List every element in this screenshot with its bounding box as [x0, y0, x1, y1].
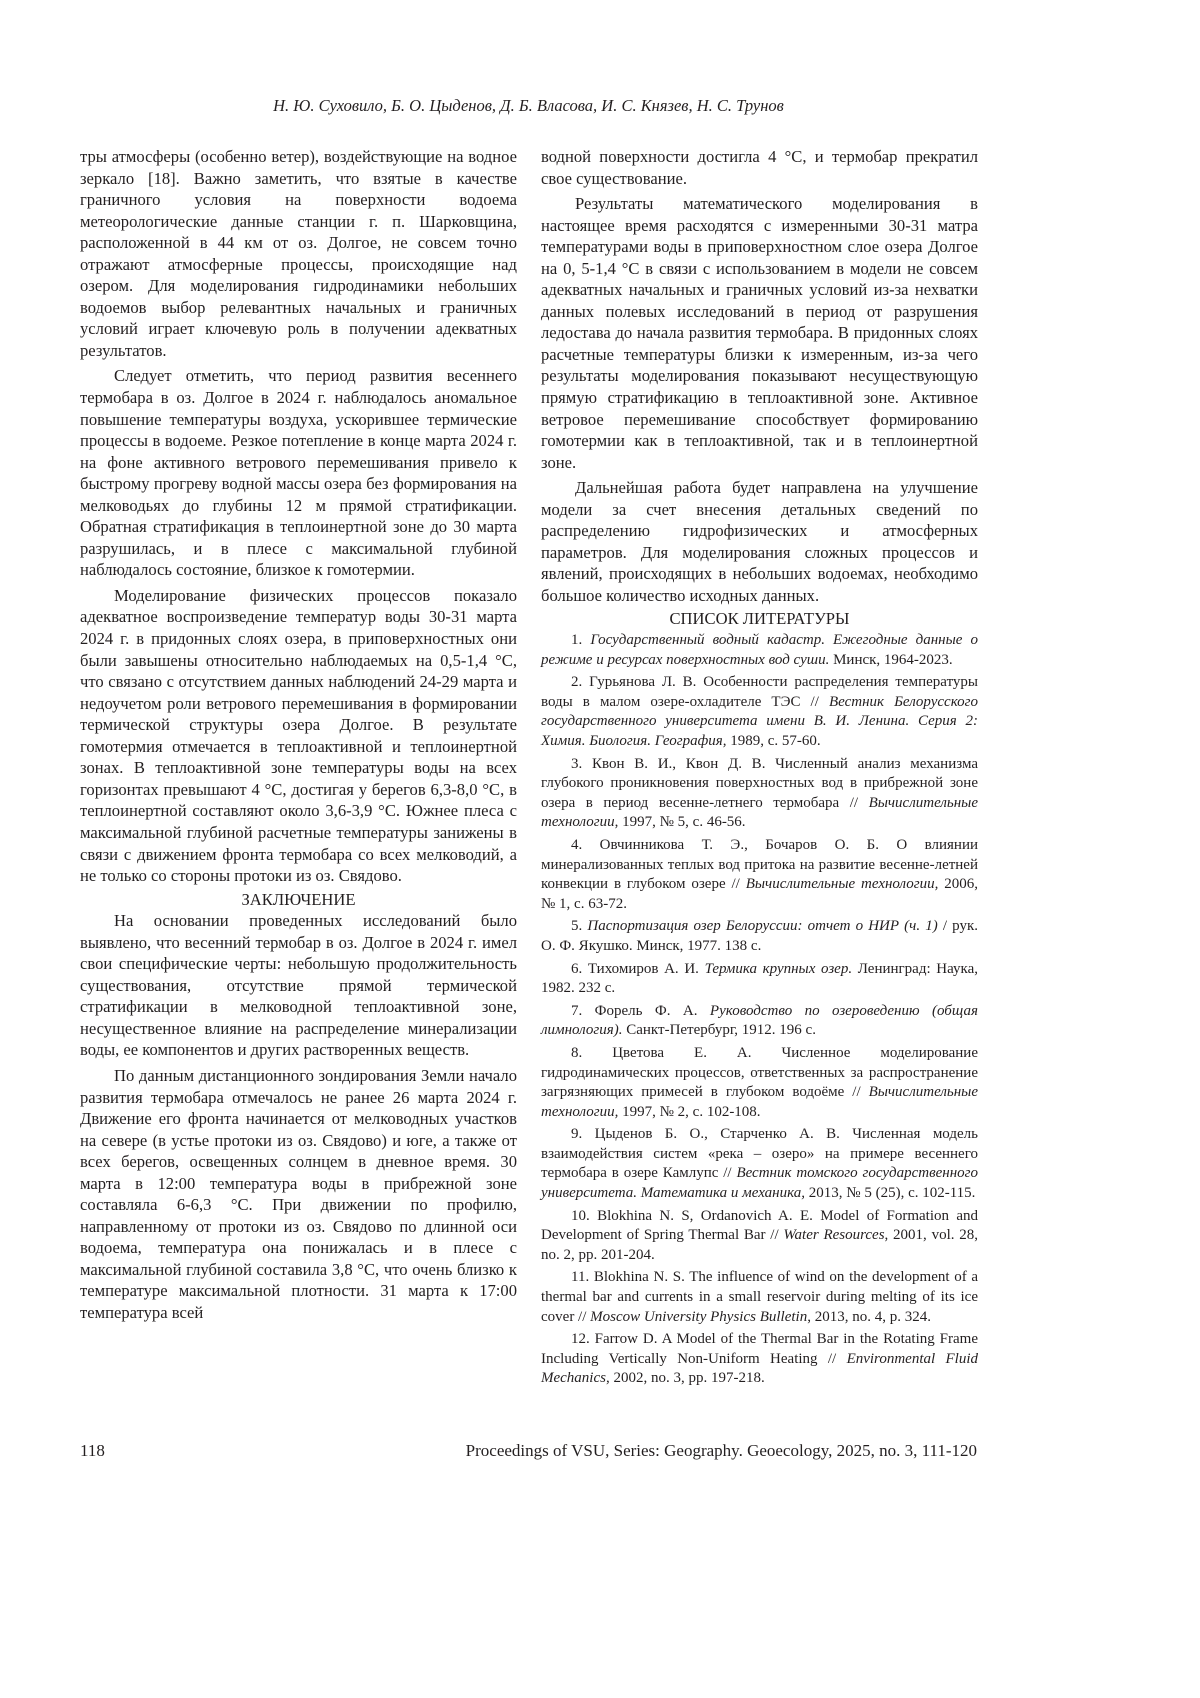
reference-source-title: Water Resources	[783, 1227, 885, 1244]
paragraph: водной поверхности достигла 4 °С, и термобар прекратил свое существование.	[541, 147, 978, 188]
reference-source-title: Вычислительные технологии,	[745, 876, 939, 893]
section-heading-conclusion: ЗАКЛЮЧЕНИЕ	[241, 889, 356, 909]
reference-text: 1.	[571, 632, 591, 649]
reference-source-title: Moscow University Physics Bulletin	[590, 1308, 808, 1325]
reference-item	[541, 1268, 978, 1327]
reference-text: 2013, № 5 (25), с. 102-115.	[805, 1185, 976, 1202]
reference-text: 6. Тихомиров А. И.	[571, 960, 705, 977]
reference-text: 9. Цыденов Б. О., Старченко А. В. Численная модель взаимодействия систем «река – озеро» на примере весеннего термобара в озере Камлупс //	[541, 1126, 978, 1182]
reference-text: 2006, № 1, с. 63-72.	[541, 876, 979, 912]
reference-source-title: Государственный водный кадастр. Ежегодные данные о режиме и ресурсах поверхностных вод суши.	[541, 632, 979, 668]
reference-item	[541, 1002, 978, 1041]
reference-source-title: Руководство по озероведению (общая лимнология).	[541, 1002, 978, 1039]
reference-item	[541, 1207, 978, 1266]
reference-text: , 2001, vol. 28, no. 2, pp. 201-204.	[541, 1227, 978, 1263]
paragraph: Следует отметить, что период развития весеннего термобара в оз. Долгое в 2024 г. наблюдалось аномальное повышение температуры воздуха, ускорившее термические процессы в водоеме. Резкое потепление в конце марта 2024 г. на фоне активного ветрового перемешивания привело к быстрому прогреву водной массы озера без формирования на мелководьях до глубины 12 м прямой стратификации. Обратная стратификация в теплоинертной зоне до 30 марта разрушилась, и в плесе с максимальной глубиной наблюдалось состояние, близкое к гомотермии.	[80, 366, 517, 580]
reference-text: 12. Farrow D. A Model of the Thermal Bar in the Rotating Frame Including Vertically Non-Uniform Heating //	[541, 1331, 978, 1367]
reference-text: 5.	[571, 918, 588, 935]
section-heading-references: СПИСОК ЛИТЕРАТУРЫ	[669, 609, 850, 629]
reference-text: / рук. О. Ф. Якушко. Минск, 1977. 138 с.	[541, 918, 978, 954]
reference-text: 7. Форель Ф. А.	[571, 1002, 710, 1019]
paragraph: Результаты математического моделирования в настоящее время расходятся с измеренными 30-31 матра температурами воды в приповерхностном слое озера Долгое на 0, 5-1,4 °С в связи с использованием в модели не совсем адекватных начальных и граничных условий из-за нехватки данных полевых исследований в период от разрушения ледостава до начала развития термобара. В придонных слоях расчетные температуры близки к измеренным, из-за чего результаты моделирования показывают несуществующую прямую стратификацию в теплоактивной зоне. Активное ветровое перемешивание способствует формированию гомотермии как в теплоактивной, так и в теплоинертной зоне.	[541, 194, 978, 472]
left-column	[80, 146, 517, 1324]
paragraph: На основании проведенных исследований было выявлено, что весенний термобар в оз. Долгое в 2024 г. имел свои специфические черты: небольшую продолжительность существования, отсутствие прямой термической стратификации в мелководной теплоактивной зоне, несущественное влияние на распределение минерализации воды, ее компонентов и других растворенных веществ.	[80, 911, 517, 1060]
reference-text: 10. Blokhina N. S, Ordanovich A. E. Model of Formation and Development of Spring Thermal Bar //	[541, 1207, 978, 1244]
reference-source-title: Environmental Fluid Mechanics	[541, 1350, 979, 1387]
reference-list	[541, 631, 978, 1389]
reference-item	[541, 1330, 978, 1389]
reference-source-title: Вычислительные технологии	[541, 794, 978, 831]
reference-item	[541, 631, 978, 670]
reference-text: , 2002, no. 3, pp. 197-218.	[605, 1370, 765, 1387]
reference-source-title: Вестник томского государственного университета. Математика и механика,	[541, 1165, 978, 1202]
reference-source-title: Паспортизация озер Белоруссии: отчет о НИР (ч. 1)	[587, 918, 938, 935]
reference-item	[541, 1125, 978, 1203]
reference-source-title: Вестник Белорусского государственного университета имени В. И. Ленина. Серия 2: Химия. Биология. География,	[541, 693, 979, 749]
page-number: 118	[80, 1441, 105, 1460]
reference-text: , 1997, № 5, с. 46-56.	[614, 814, 746, 831]
reference-text: 8. Цветова Е. А. Численное моделирование гидродинамических процессов, ответственных за распространение загрязняющих примесей в глубоком водоёме //	[541, 1044, 978, 1101]
reference-item	[541, 1044, 978, 1122]
paragraph: Моделирование физических процессов показало адекватное воспроизведение температур воды 30-31 марта 2024 г. в придонных слоях озера, в приповерхностных они были завышены относительно наблюдаемых на 0,5-1,4 °С, что связано с отсутствием данных наблюдений 24-29 марта и недоучетом роли ветрового перемешивания в формировании термической структуры озера Долгое. В результате гомотермия отмечается в теплоактивной и теплоинертной зонах. В теплоактивной зоне температуры воды на всех горизонтах превышают 4 °С, достигая у берегов 6,3-8,0 °С, в теплоинертной составляют около 3,6-3,9 °С. Южнее плеса с максимальной глубиной расчетные температуры занижены в связи с движением фронта термобара со всех мелководий, а не только со стороны протоки из оз. Свядово.	[80, 585, 517, 886]
reference-source-title: Вычислительные технологии,	[541, 1084, 978, 1120]
paragraph: тры атмосферы (особенно ветер), воздействующие на водное зеркало [18]. Важно заметить, что взятые в качестве граничного условия на поверхности водоема метеорологические данные станции г. п. Шарковщина, расположенной в 44 км от оз. Долгое, не совсем точно отражают атмосферные процессы, происходящие над озером. Для моделирования гидродинамики небольших водоемов выбор релевантных начальных и граничных условий играет ключевую роль в получении адекватных результатов.	[80, 147, 517, 360]
reference-item	[541, 755, 978, 833]
reference-item	[541, 960, 978, 999]
paragraph: По данным дистанционного зондирования Земли начало развития термобара отмечалось не ранее 26 марта 2024 г. Движение его фронта начинается от мелководных участков на севере (в устье протоки из оз. Свядово) и юге, а также от всех берегов, освещенных солнцем в дневное время. 30 марта в 12:00 температура воды в прибрежной зоне составляла 6-6,3 °С. При движении по профилю, направленному от протоки из оз. Свядово по длинной оси водоема, температура она понижалась и в плесе с максимальной глубиной составила 3,8 °С, что очень близко к температуре максимальной плотности. 31 марта к 17:00 температура всей	[80, 1065, 517, 1322]
reference-text: 3. Квон В. И., Квон Д. В. Численный анализ механизма глубокого проникновения поверхностных вод в прибрежной зоне озера в период весенне-летнего термобара //	[541, 755, 978, 811]
paragraph: Дальнейшая работа будет направлена на улучшение модели за счет внесения детальных сведений по распределению гидрофизических и атмосферных параметров. Для моделирования сложных процессов и явлений, происходящих в небольших водоемах, необходимо большое количество исходных данных.	[541, 478, 978, 605]
reference-text: Санкт-Петербург, 1912. 196 с.	[622, 1022, 816, 1039]
reference-text: 11. Blokhina N. S. The influence of wind on the development of a thermal bar and currents in a small reservoir during melting of its ice cover //	[541, 1269, 978, 1325]
right-column	[541, 146, 978, 1392]
running-header-authors: Н. Ю. Суховило, Б. О. Цыденов, Д. Б. Власова, И. С. Князев, Н. С. Трунов	[273, 96, 784, 115]
journal-citation: Proceedings of VSU, Series: Geography. Geoecology, 2025, no. 3, 111-120	[465, 1441, 977, 1460]
reference-text: Минск, 1964-2023.	[829, 651, 953, 668]
reference-item	[541, 673, 978, 751]
reference-text: 1989, с. 57-60.	[726, 733, 821, 749]
reference-text: 1997, № 2, с. 102-108.	[618, 1103, 761, 1120]
reference-text: Ленинград: Наука, 1982. 232 с.	[541, 960, 978, 997]
reference-text: 4. Овчинникова Т. Э., Бочаров О. Б. О влиянии минерализованных теплых вод притока на развитие весенне-летней конвекции в глубоком озере //	[541, 836, 978, 893]
reference-text: 2. Гурьянова Л. В. Особенности распределения температуры воды в малом озере-охладителе ТЭС //	[541, 674, 978, 710]
reference-item	[541, 917, 978, 956]
reference-text: , 2013, no. 4, p. 324.	[807, 1308, 931, 1325]
reference-source-title: Термика крупных озер.	[704, 960, 853, 977]
reference-item	[541, 836, 978, 914]
